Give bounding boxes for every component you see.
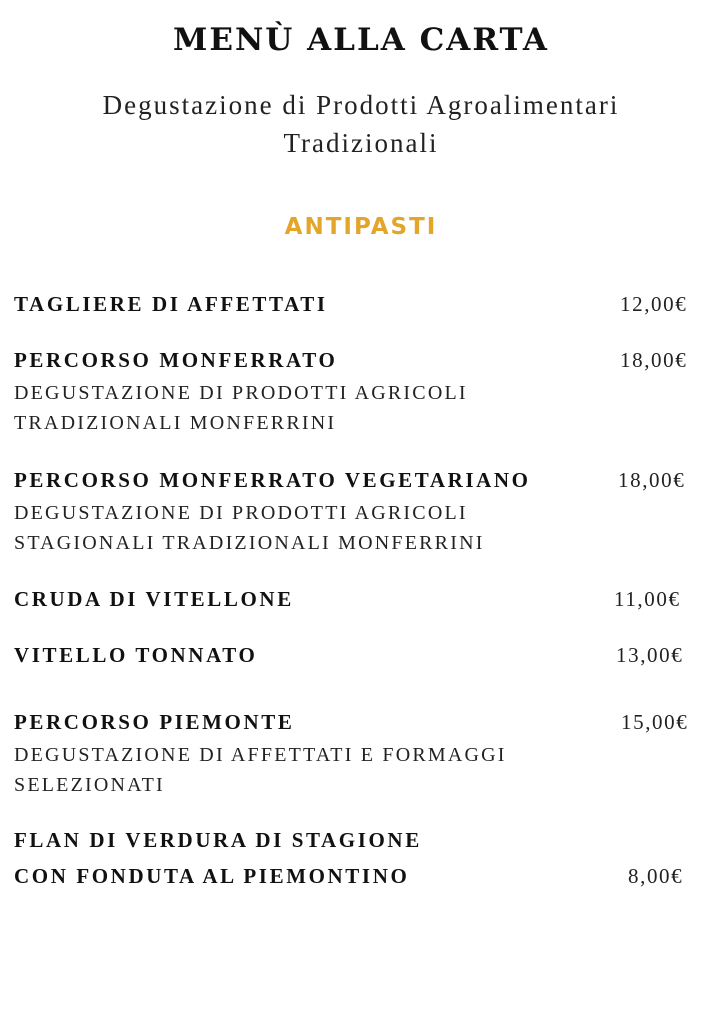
menu-item-name: FLAN DI VERDURA DI STAGIONE (14, 828, 422, 852)
menu-item-flan-verdura (14, 822, 710, 894)
section-title-antipasti: ANTIPASTI (284, 214, 438, 240)
subtitle-line-2: Tradizionali (283, 128, 439, 158)
menu-item-description: DEGUSTAZIONE DI PRODOTTI AGRICOLI (14, 382, 468, 404)
menu-item-price: 8,00€ (628, 864, 684, 888)
menu-item-description: SELEZIONATI (14, 774, 165, 796)
menu-item-price: 18,00€ (620, 348, 688, 372)
menu-subtitle (0, 86, 722, 162)
menu-item-price: 18,00€ (618, 468, 686, 492)
menu-item-price: 11,00€ (614, 587, 681, 611)
menu-item-name: CON FONDUTA AL PIEMONTINO (14, 864, 410, 888)
menu-item-name: CRUDA DI VITELLONE (14, 587, 294, 611)
menu-item-description: DEGUSTAZIONE DI PRODOTTI AGRICOLI (14, 502, 468, 524)
menu-item-name: PERCORSO MONFERRATO VEGETARIANO (14, 468, 531, 492)
menu-item-percorso-monferrato (14, 342, 710, 438)
menu-item-vitello-tonnato (14, 637, 710, 673)
subtitle-line-1: Degustazione di Prodotti Agroalimentari (102, 90, 620, 120)
menu-item-name: PERCORSO MONFERRATO (14, 348, 338, 372)
menu-title: MENÙ ALLA CARTA (173, 22, 549, 58)
menu-item-description: STAGIONALI TRADIZIONALI MONFERRINI (14, 532, 485, 554)
menu-item-price: 12,00€ (620, 292, 688, 316)
menu-item-name: TAGLIERE DI AFFETTATI (14, 292, 328, 316)
menu-item-description: TRADIZIONALI MONFERRINI (14, 412, 337, 434)
menu-item-price: 15,00€ (621, 710, 689, 734)
menu-item-cruda-vitellone (14, 581, 710, 617)
menu-item-tagliere (14, 286, 710, 322)
menu-item-percorso-vegetariano (14, 462, 710, 558)
menu-item-percorso-piemonte (14, 704, 710, 800)
menu-item-name: VITELLO TONNATO (14, 643, 258, 667)
menu-item-description: DEGUSTAZIONE DI AFFETTATI E FORMAGGI (14, 744, 507, 766)
menu-item-price: 13,00€ (616, 643, 684, 667)
menu-item-name: PERCORSO PIEMONTE (14, 710, 295, 734)
